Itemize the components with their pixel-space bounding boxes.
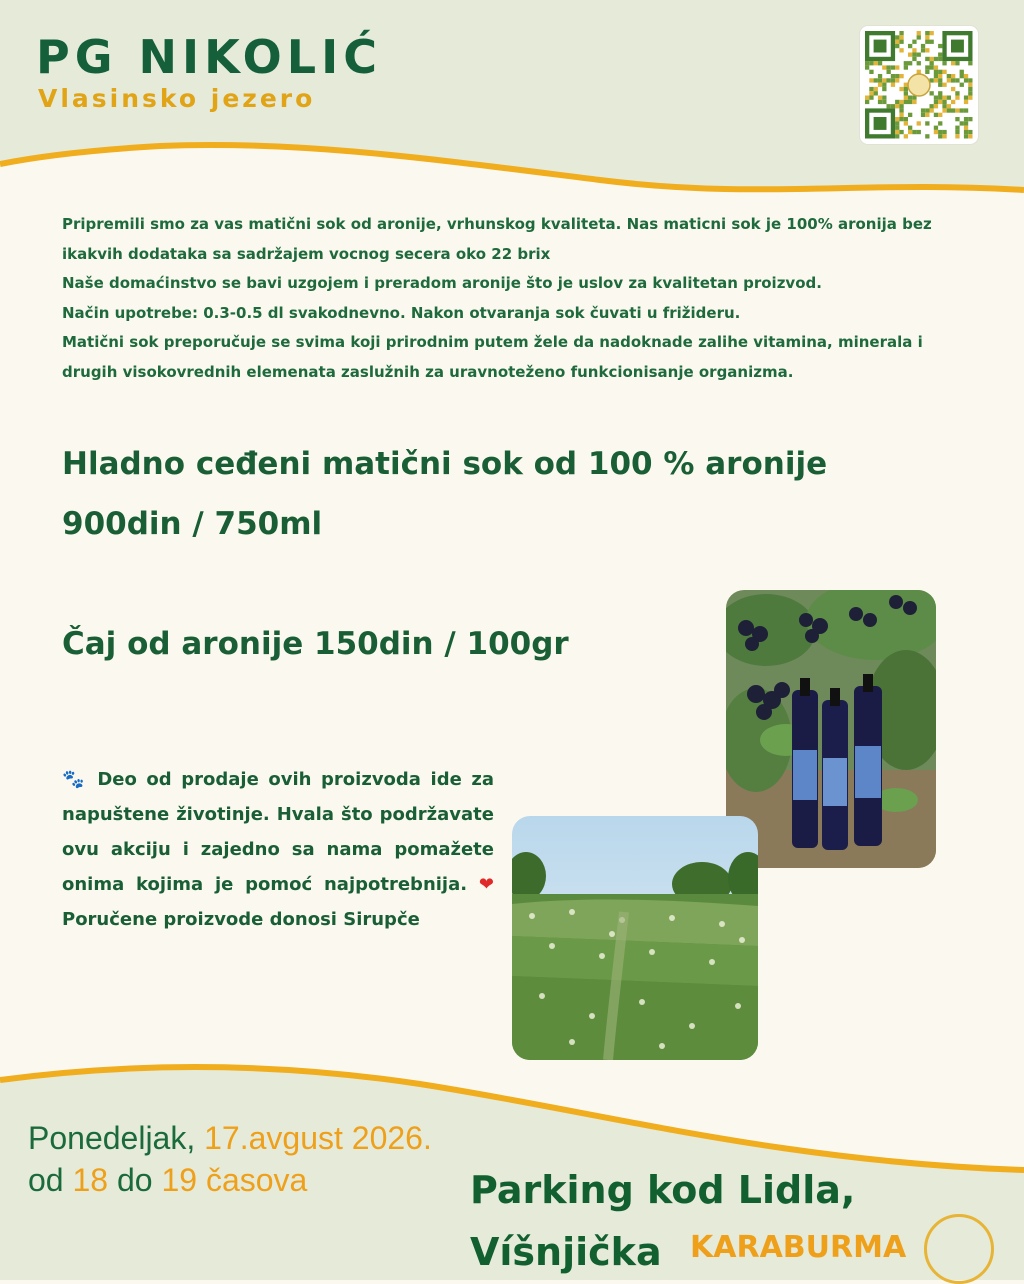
event-from-hour: 18 [72, 1162, 109, 1198]
intro-paragraph-4: Matični sok preporučuje se svima koji prirodnim putem žele da nadoknade zalihe vitamina, minerala i drugih visokovrednih elemenata zaslužnih za uravnoteženo funkcionisanje organizma. [62, 333, 923, 381]
event-to-hour: 19 [161, 1162, 198, 1198]
event-date-value: 17.avgust 2026. [204, 1120, 432, 1156]
intro-text [62, 210, 962, 387]
intro-paragraph-2: Naše domaćinstvo se bavi uzgojem i preradom aronije što je uslov za kvalitetan proizvod. [62, 274, 822, 292]
decorative-ring [924, 1214, 994, 1284]
brand-title: PG NIKOLIĆ [36, 30, 382, 84]
event-from-word: od [28, 1162, 64, 1198]
charity-note [62, 762, 494, 937]
charity-delivery-text: Poručene proizvode donosi Sirupče [62, 909, 420, 930]
qr-code-icon[interactable] [860, 26, 978, 144]
event-to-word: do [116, 1162, 153, 1198]
location-line-2: Víšnjička [470, 1230, 662, 1274]
juice-product-price: 900din / 750ml [62, 506, 323, 542]
aronia-field-photo [512, 816, 758, 1060]
event-day: Ponedeljak, [28, 1120, 196, 1156]
tea-product: Čaj od aronije 150din / 100gr [62, 626, 569, 662]
location-district: KARABURMA [690, 1230, 907, 1265]
red-heart-icon: ❤ [478, 874, 494, 895]
location-line-1: Parking kod Lidla, [470, 1168, 856, 1212]
event-hours-word: časova [205, 1162, 308, 1198]
paw-prints-icon: 🐾 [62, 769, 88, 790]
aronia-bottles-photo [726, 590, 936, 868]
intro-paragraph-3: Način upotrebe: 0.3-0.5 dl svakodnevno. Nakon otvaranja sok čuvati u frižideru. [62, 303, 741, 322]
event-time [28, 1162, 307, 1199]
event-date [28, 1120, 432, 1157]
juice-product-name: Hladno ceđeni matični sok od 100 % aronije [62, 446, 828, 482]
charity-text: Deo od prodaje ovih proizvoda ide za napuštene životinje. Hvala što podržavate ovu akciju i zajedno sa nama pomažete onima kojima je pomoć najpotrebnija. [62, 769, 494, 895]
intro-paragraph-1: Pripremili smo za vas matični sok od aronije, vrhunskog kvaliteta. Nas maticni sok je 100% aronija bez ikakvih dodataka sa sadržajem vocnog secera oko 22 brix [62, 215, 932, 263]
brand-subtitle: Vlasinsko jezero [38, 84, 316, 113]
